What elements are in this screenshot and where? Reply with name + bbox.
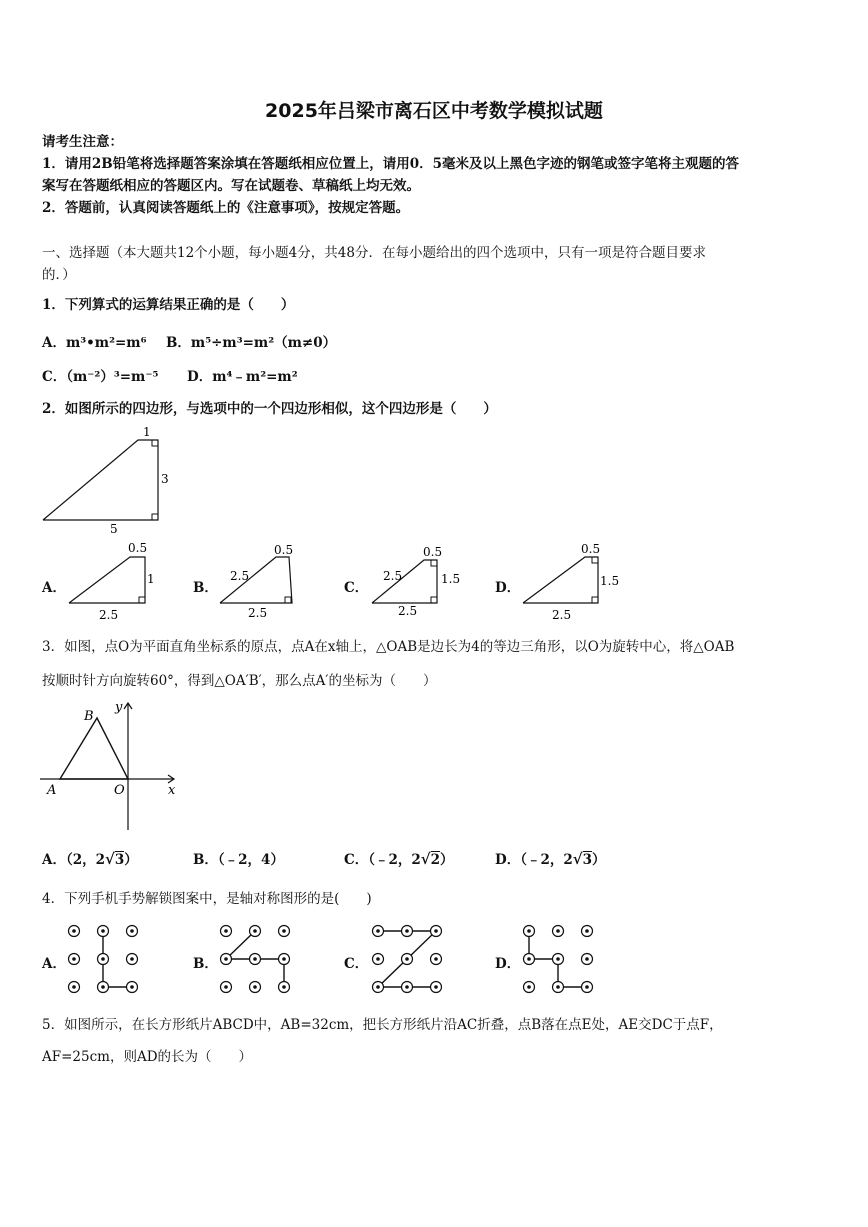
q3-option-b: B．（﹣2，4） bbox=[193, 852, 284, 868]
q4-pattern-b-dot-center bbox=[253, 957, 257, 961]
q3-option-c: C．（﹣2，2√2） bbox=[344, 850, 454, 868]
q3-option-a: A．（2，2√3） bbox=[42, 850, 138, 868]
q4-pattern-a-dot-center bbox=[101, 929, 105, 933]
q1-option-b: B．m⁵÷m³=m²（m≠0） bbox=[166, 335, 337, 351]
q4-pattern-d-dot-center bbox=[527, 929, 531, 933]
q4-pattern-c-dot-center bbox=[434, 957, 438, 961]
q4-pattern-d-dot-center bbox=[556, 957, 560, 961]
q2-stem: 2．如图所示的四边形，与选项中的一个四边形相似，这个四边形是（ ） bbox=[42, 401, 497, 417]
q3-option-d: D．（﹣2，2√3） bbox=[495, 850, 606, 868]
q1-stem: 1．下列算式的运算结果正确的是（ ） bbox=[42, 297, 295, 313]
q4-pattern-a-dot-center bbox=[130, 957, 134, 961]
q4-pattern-a-dot-center bbox=[101, 957, 105, 961]
q4-pattern-d-dot-center bbox=[556, 985, 560, 989]
q4-pattern-d-dot-center bbox=[585, 957, 589, 961]
svg-text:2.5: 2.5 bbox=[383, 569, 403, 583]
q5-stem-b: AF=25cm，则AD的长为（ ） bbox=[42, 1049, 253, 1065]
q4-pattern-c-dot-center bbox=[434, 985, 438, 989]
q4-pattern-d-dot-center bbox=[556, 929, 560, 933]
q4-option-b-label: B． bbox=[193, 956, 218, 972]
q4-pattern-b-dot-center bbox=[253, 929, 257, 933]
svg-text:1.5: 1.5 bbox=[600, 574, 620, 588]
q4-pattern-c-dot-center bbox=[376, 929, 380, 933]
q1-option-d: D．m⁴﹣m²=m² bbox=[187, 369, 298, 385]
svg-text:O: O bbox=[114, 783, 125, 798]
q4-pattern-b-dot-center bbox=[224, 929, 228, 933]
q2-option-c-label: C． bbox=[344, 580, 369, 596]
q4-pattern-b-dot-center bbox=[224, 957, 228, 961]
q4-stem: 4．下列手机手势解锁图案中，是轴对称图形的是( ) bbox=[42, 891, 372, 907]
q4-pattern-b-dot-center bbox=[253, 985, 257, 989]
q4-pattern-b-dot-center bbox=[282, 929, 286, 933]
q3-stem-a: 3．如图，点O为平面直角坐标系的原点，点A在x轴上，△OAB是边长为4的等边三角形，以O为旋转中心，将△OAB bbox=[42, 639, 735, 655]
svg-text:0.5: 0.5 bbox=[274, 543, 294, 557]
svg-text:0.5: 0.5 bbox=[128, 541, 148, 555]
q4-pattern-d-dot-center bbox=[585, 929, 589, 933]
section-heading-b: 的．） bbox=[42, 267, 76, 283]
svg-text:0.5: 0.5 bbox=[423, 545, 443, 559]
notice-line-1b: 案写在答题纸相应的答题区内。写在试题卷、草稿纸上均无效。 bbox=[42, 178, 420, 194]
svg-text:2.5: 2.5 bbox=[230, 569, 250, 583]
q4-pattern-d-dot-center bbox=[585, 985, 589, 989]
q2-option-d-label: D． bbox=[495, 580, 521, 596]
q2-main-top-label: 1 bbox=[143, 425, 151, 439]
q4-option-d-label: D． bbox=[495, 956, 521, 972]
q4-pattern-a-dot-center bbox=[72, 985, 76, 989]
q4-pattern-a-dot-center bbox=[72, 957, 76, 961]
q2-option-a-label: A． bbox=[42, 580, 66, 596]
q4-pattern-a-dot-center bbox=[130, 929, 134, 933]
q4-pattern-c-dot-center bbox=[434, 929, 438, 933]
svg-text:x: x bbox=[168, 783, 176, 798]
svg-text:A: A bbox=[47, 783, 57, 798]
svg-text:1: 1 bbox=[147, 572, 155, 586]
q4-pattern-d-dot-center bbox=[527, 985, 531, 989]
q4-pattern-a-dot-center bbox=[101, 985, 105, 989]
svg-text:2.5: 2.5 bbox=[552, 608, 572, 622]
q2-main-bottom-label: 5 bbox=[110, 522, 118, 536]
q4-option-a-label: A． bbox=[42, 956, 66, 972]
notice-line-1a: 1．请用2B铅笔将选择题答案涂填在答题纸相应位置上，请用0．5毫米及以上黑色字迹的钢笔或签字笔将主观题的答 bbox=[42, 156, 739, 172]
svg-text:y: y bbox=[115, 700, 123, 715]
q4-pattern-d-dot-center bbox=[527, 957, 531, 961]
q2-main-right-label: 3 bbox=[161, 472, 169, 486]
notice-line-2: 2．答题前，认真阅读答题纸上的《注意事项》，按规定答题。 bbox=[42, 200, 410, 216]
q4-option-c-label: C． bbox=[344, 956, 369, 972]
q4-pattern-c-dot-center bbox=[376, 985, 380, 989]
section-heading-a: 一、选择题（本大题共12个小题，每小题4分，共48分．在每小题给出的四个选项中，只有一项是符合题目要求 bbox=[42, 245, 706, 261]
svg-text:B: B bbox=[84, 709, 94, 724]
q4-pattern-c-dot-center bbox=[405, 957, 409, 961]
svg-text:1.5: 1.5 bbox=[441, 572, 461, 586]
notice-heading: 请考生注意： bbox=[42, 134, 123, 150]
svg-text:2.5: 2.5 bbox=[398, 604, 418, 618]
q5-stem-a: 5．如图所示，在长方形纸片ABCD中，AB=32cm，把长方形纸片沿AC折叠，点B落在点E处，AE交DC于点F， bbox=[42, 1017, 723, 1033]
q1-option-c: C．（m⁻²）³=m⁻⁵ bbox=[42, 369, 159, 385]
page-title: 2025年吕梁市离石区中考数学模拟试题 bbox=[265, 100, 603, 122]
q3-stem-b: 按顺时针方向旋转60°，得到△OA′B′，那么点A′的坐标为（ ） bbox=[42, 673, 437, 689]
q4-pattern-c-dot-center bbox=[405, 985, 409, 989]
q4-pattern-a-dot-center bbox=[72, 929, 76, 933]
q2-option-b-label: B． bbox=[193, 580, 218, 596]
q4-pattern-b-dot-center bbox=[282, 985, 286, 989]
q4-pattern-a-dot-center bbox=[130, 985, 134, 989]
svg-text:2.5: 2.5 bbox=[99, 608, 119, 622]
q4-pattern-b-dot-center bbox=[282, 957, 286, 961]
svg-text:0.5: 0.5 bbox=[581, 542, 601, 556]
q1-option-a: A．m³•m²=m⁶ bbox=[42, 335, 147, 351]
svg-text:2.5: 2.5 bbox=[248, 606, 268, 620]
q4-pattern-c-dot-center bbox=[376, 957, 380, 961]
q4-pattern-c-dot-center bbox=[405, 929, 409, 933]
q4-pattern-b-dot-center bbox=[224, 985, 228, 989]
